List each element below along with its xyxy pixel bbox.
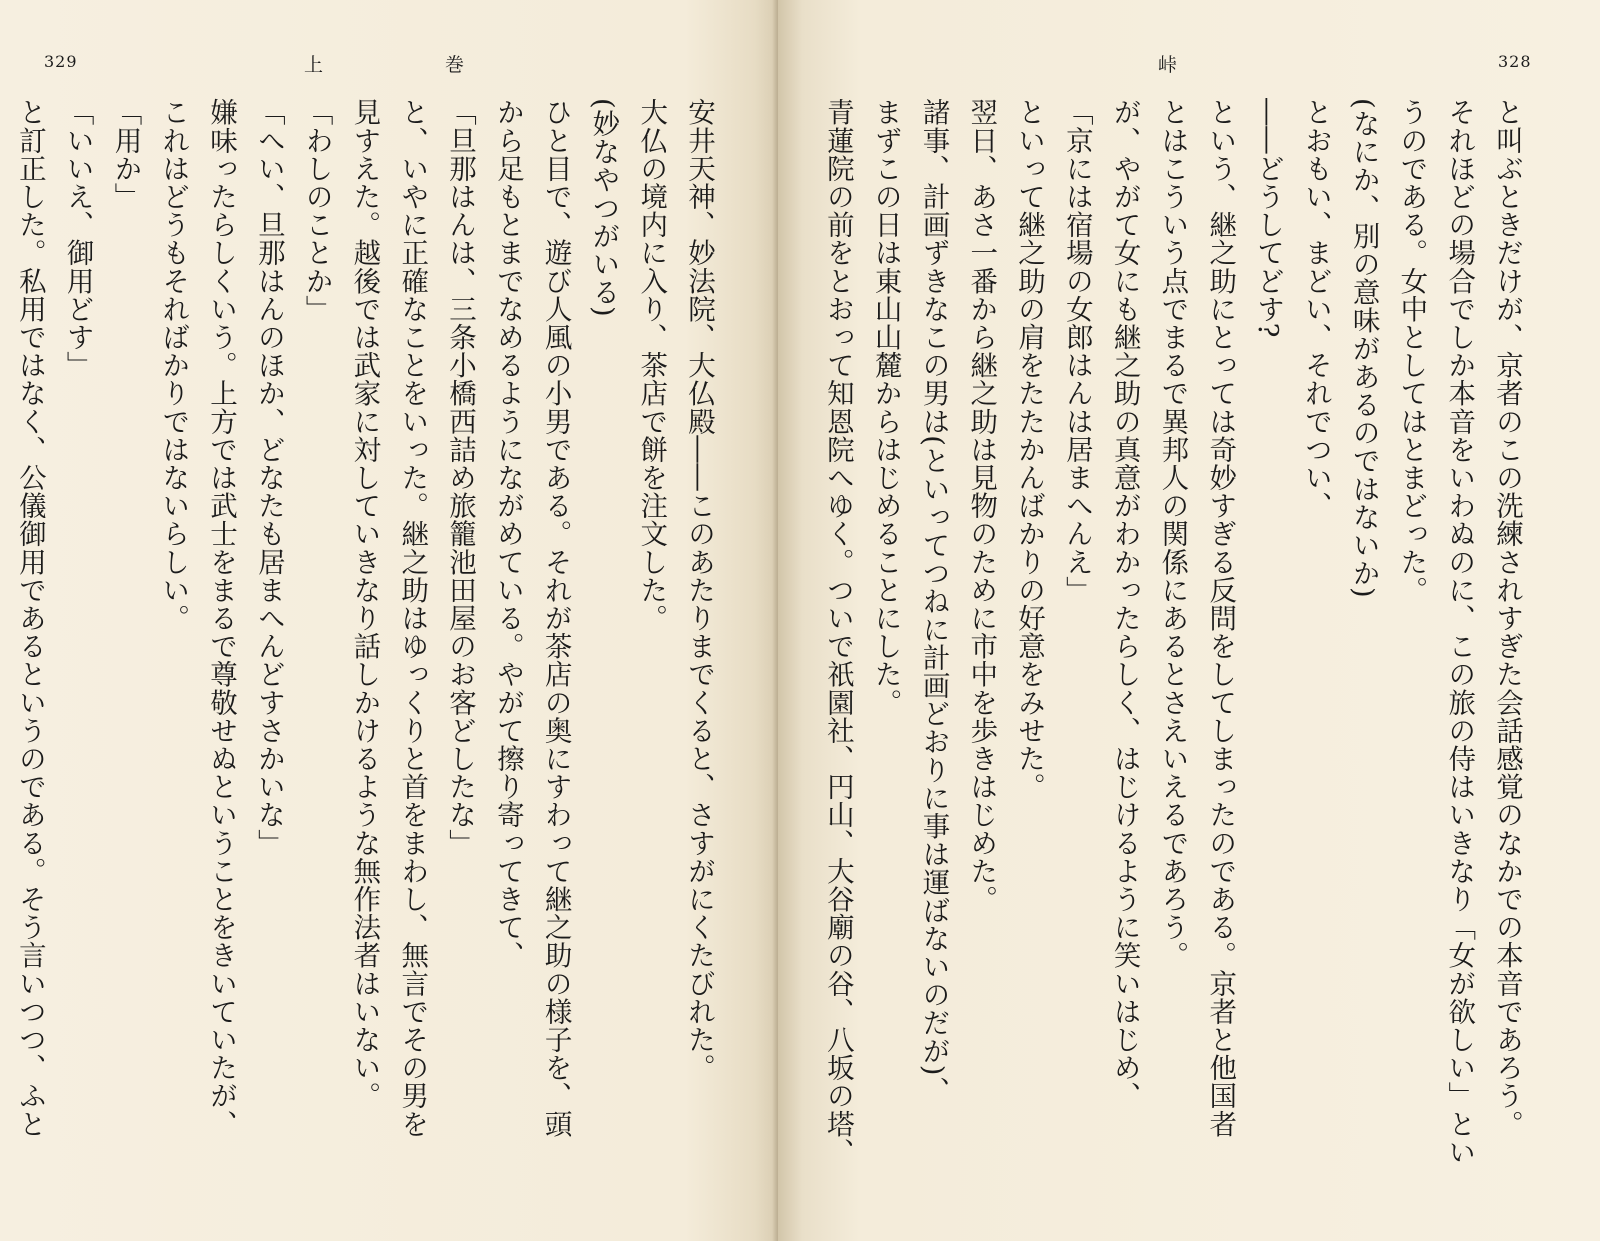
text-line: とおもい、まどい、それでつい、 [1299,98,1332,520]
text-line: という、継之助にとっては奇妙すぎる反問をしてしまったのである。京者と他国者 [1204,98,1237,1138]
text-line: 安井天神、妙法院、大仏殿――このあたりまでくると、さすがにくたびれた。 [683,98,715,1082]
text-line: ――どうしてどす? [1252,98,1285,339]
text-line: まずこの日は東山山麓からはじめることにした。 [869,98,902,717]
running-head-left-1: 上 [304,54,324,76]
right-page-body [810,98,1530,1198]
text-line: うのである。女中としてはとまどった。 [1395,98,1428,604]
text-line: 「いいえ、御用どす」 [61,98,94,379]
text-line: とはこういう点でまるで異邦人の関係にあるとさえいえるであろう。 [1156,98,1189,970]
text-line: と、いやに正確なことをいった。継之助はゆっくりと首をまわし、無言でその男を [396,98,429,1138]
text-line: と訂正した。私用ではなく、公儀御用であるというのである。そう言いつつ、ふと [13,98,46,1138]
left-page-number: 329 [44,52,78,71]
text-line: 見すえた。越後では武家に対していきなり話しかけるような無作法者はいない。 [348,98,381,1110]
right-page-number: 328 [1498,52,1532,71]
text-line: といって継之助の肩をたたかんばかりの好意をみせた。 [1013,98,1046,801]
text-line: それほどの場合でしか本音をいわぬのに、この旅の侍はいきなり「女が欲しい」とい [1443,98,1476,1166]
text-line: これはどうもそればかりではないらしい。 [157,98,190,632]
text-line: 「へい、旦那はんのほか、どなたも居まへんどすさかいな」 [252,98,285,857]
text-line: 諸事、計画ずきなこの男は(といってつねに計画どおりに事は運ばないのだが)、 [917,98,950,1105]
text-line: 「用か」 [109,98,142,211]
text-line: 「わしのことか」 [300,98,333,323]
text-line: と叫ぶときだけが、京者のこの洗練されすぎた会話感覚のなかでの本音であろう。 [1491,98,1523,1138]
text-line: 「京には宿場の女郎はんは居まへんえ」 [1060,98,1093,604]
text-line: ひと目で、遊び人風の小男である。それが茶店の奥にすわって継之助の様子を、頭 [539,98,572,1138]
text-line: 大仏の境内に入り、茶店で餅を注文した。 [635,98,668,632]
text-line: (なにか、別の意味があるのではないか) [1347,98,1380,599]
text-line: が、やがて女にも継之助の真意がわかったらしく、はじけるように笑いはじめ、 [1108,98,1141,1110]
running-head-left-2: 巻 [445,54,465,76]
text-line: から足もとまでなめるようにながめている。やがて擦り寄ってきて、 [491,98,524,970]
left-page [0,0,778,1241]
running-head-right: 峠 [1158,54,1178,76]
left-page-body [13,98,722,1198]
right-page [778,0,1600,1241]
text-line: (妙なやつがいる) [587,98,620,318]
text-line: 「旦那はんは、三条小橋西詰め旅籠池田屋のお客どしたな」 [444,98,477,857]
text-line: 嫌味ったらしくいう。上方では武士をまるで尊敬せぬということをきいていたが、 [205,98,238,1138]
text-line: 青蓮院の前をとおって知恩院へゆく。ついで祇園社、円山、大谷廟の谷、八坂の塔、 [821,98,854,1166]
text-line: 翌日、あさ一番から継之助は見物のために市中を歩きはじめた。 [965,98,998,913]
